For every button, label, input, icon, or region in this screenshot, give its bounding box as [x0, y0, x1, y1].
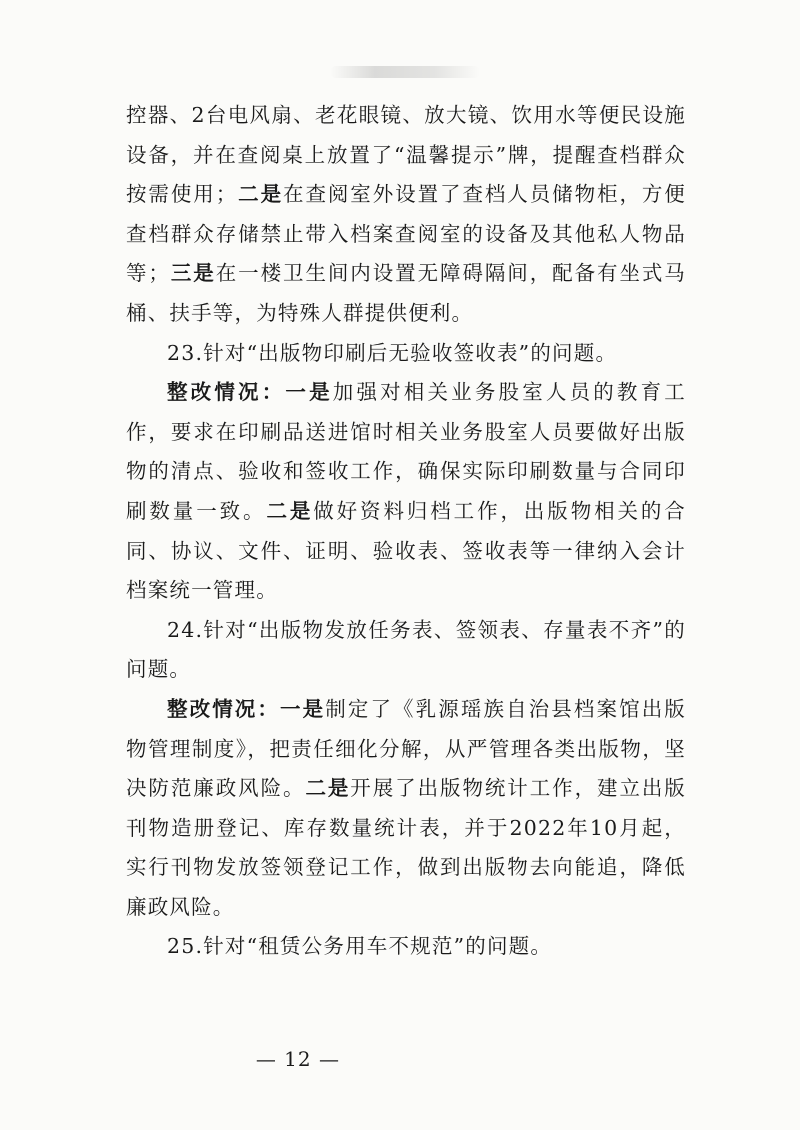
- bold-lead-text: 二是: [237, 182, 284, 207]
- bold-lead-text: 整改情况：一是: [167, 380, 333, 405]
- body-text-run: 在查阅室外设置了查档人员储物柜，方便查档群众存储禁止带入档案查阅室的设备及其他私人物品等；: [126, 182, 686, 286]
- paragraph-item-24: [126, 611, 686, 690]
- bold-lead-text: 整改情况：一是: [167, 696, 326, 721]
- paragraph-rectify-24: [126, 690, 686, 928]
- paragraph-continuation: [126, 96, 686, 334]
- bold-lead-text: 二是: [305, 776, 351, 801]
- paragraph-item-23: [126, 334, 686, 374]
- body-text-run: 加强对相关业务股室人员的教育工作，要求在印刷品送进馆时相关业务股室人员要做好出版物的清点、验收和签收工作，确保实际印刷数量与合同印刷数量一致。: [126, 380, 686, 523]
- body-text-run: 25.针对“租赁公务用车不规范”的问题。: [167, 934, 553, 959]
- body-text: [126, 96, 686, 967]
- body-text-run: 开展了出版物统计工作，建立出版刊物造册登记、库存数量统计表，并于2022年10月起，实行刊物发放签领登记工作，做到出版物去向能追，降低廉政风险。: [126, 776, 686, 919]
- page-number: — 12 —: [255, 1047, 340, 1071]
- body-text-run: 23.针对“出版物印刷后无验收签收表”的问题。: [167, 340, 618, 365]
- scan-bleed-through: [330, 66, 480, 78]
- paragraph-item-25: [126, 927, 686, 967]
- body-text-run: 24.针对“出版物发放任务表、签领表、存量表不齐”的问题。: [126, 617, 686, 682]
- body-text-run: 控器、2台电风扇、老花眼镜、放大镜、饮用水等便民设施设备，并在查阅桌上放置了“温馨提示”牌，提醒查档群众按需使用；: [126, 103, 686, 207]
- body-text-run: 制定了《乳源瑶族自治县档案馆出版物管理制度》，把责任细化分解，从严管理各类出版物，坚决防范廉政风险。: [126, 696, 686, 801]
- bold-lead-text: 三是: [170, 261, 216, 286]
- paragraph-rectify-23: [126, 373, 686, 611]
- body-text-run: 在一楼卫生间内设置无障碍隔间，配备有坐式马桶、扶手等，为特殊人群提供便利。: [126, 261, 687, 325]
- bold-lead-text: 二是: [266, 498, 314, 523]
- body-text-run: 做好资料归档工作，出版物相关的合同、协议、文件、证明、验收表、签收表等一律纳入会计档案统一管理。: [126, 498, 687, 603]
